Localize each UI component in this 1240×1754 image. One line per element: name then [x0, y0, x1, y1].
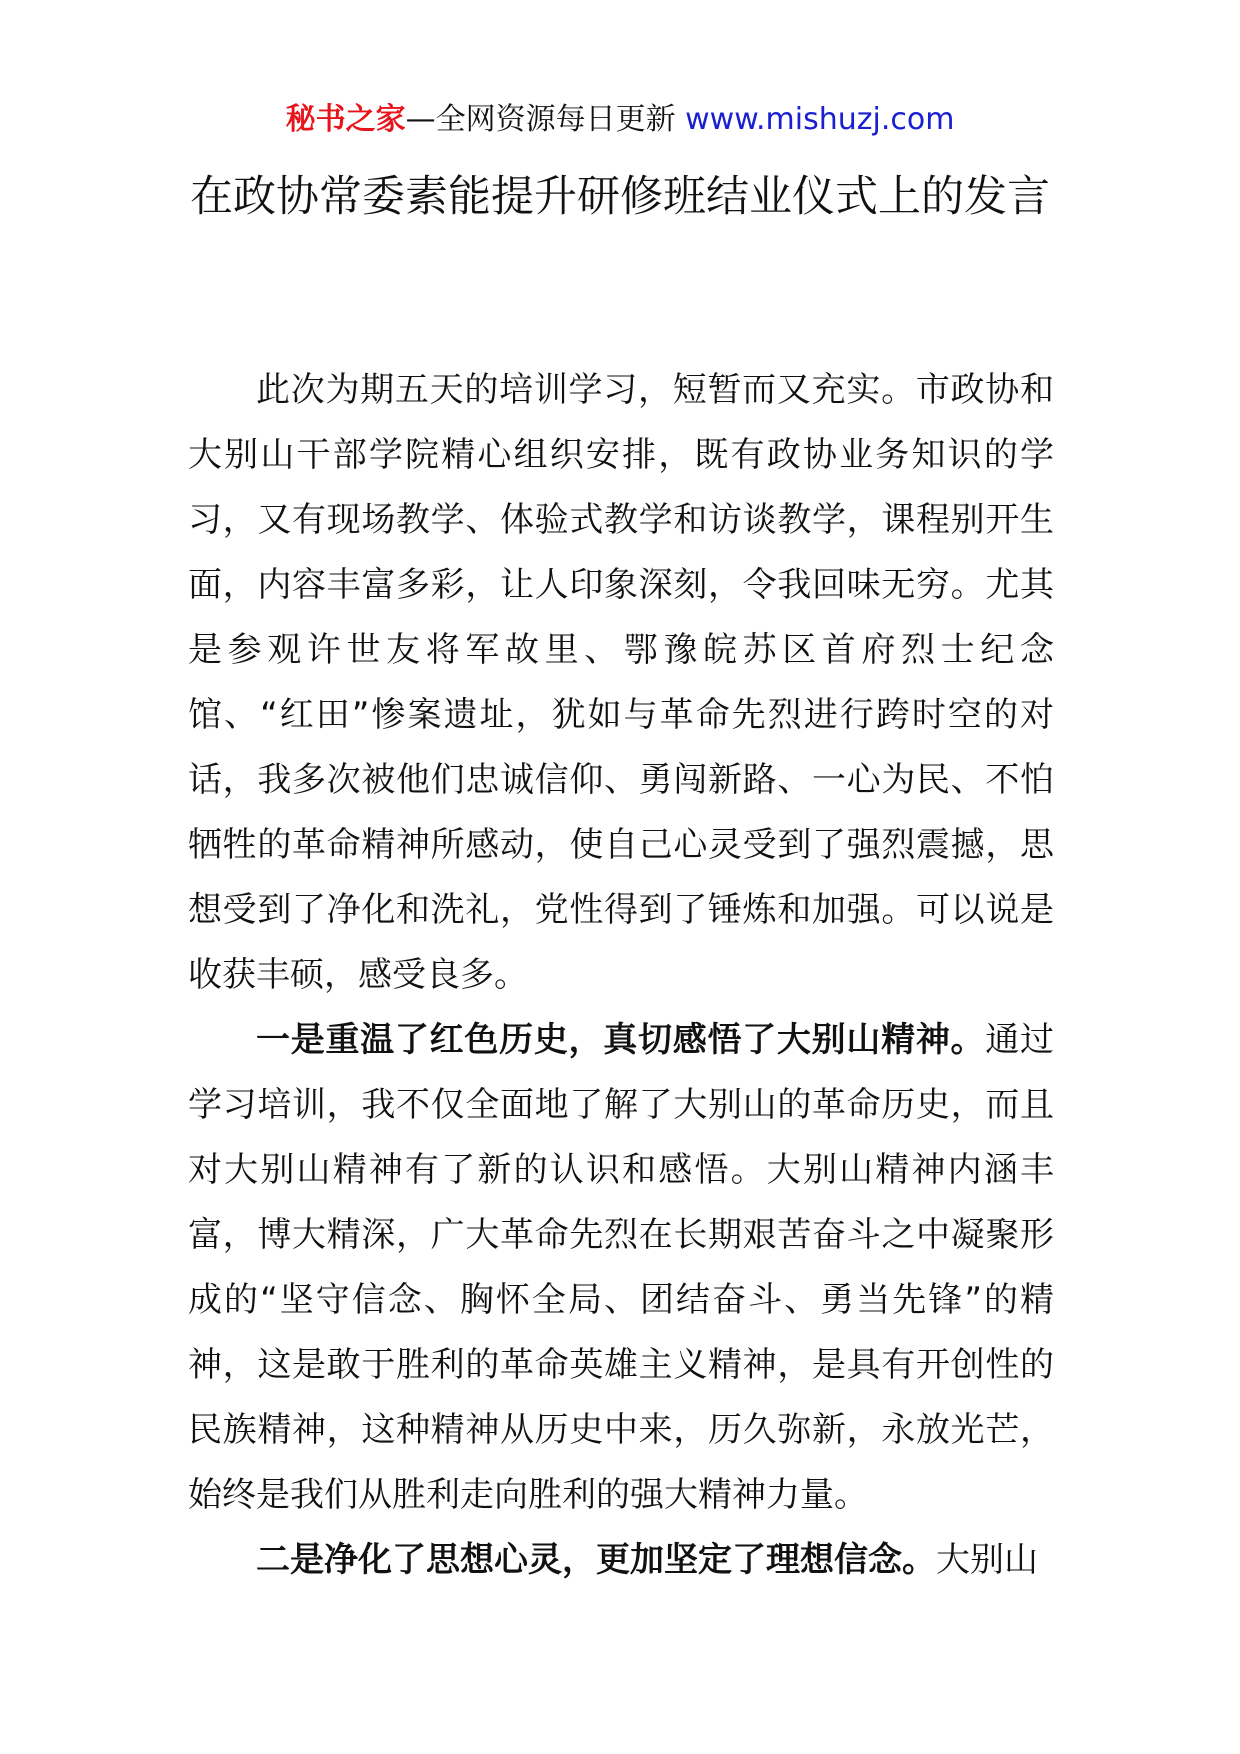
- site-banner: [0, 100, 1240, 140]
- paragraph-intro: [188, 358, 1054, 1008]
- document-body: [188, 358, 1054, 1593]
- paragraph-text: 此次为期五天的培训学习，短暂而又充实。市政协和大别山干部学院精心组织安排，既有政协业务知识的学习，又有现场教学、体验式教学和访谈教学，课程别开生面，内容丰富多彩，让人印象深刻，令我回味无穷。尤其是参观许世友将军故里、鄂豫皖苏区首府烈士纪念馆、“红田”惨案遗址，犹如与革命先烈进行跨时空的对话，我多次被他们忠诚信仰、勇闯新路、一心为民、不怕牺牲的革命精神所感动，使自己心灵受到了强烈震撼，思想受到了净化和洗礼，党性得到了锤炼和加强。可以说是收获丰硕，感受良多。: [188, 370, 1054, 995]
- paragraph-text: 大别山: [936, 1540, 1038, 1580]
- paragraph-point-one: [188, 1008, 1054, 1528]
- site-url-link[interactable]: www.mishuzj.com: [685, 102, 955, 137]
- paragraph-lead: 一是重温了红色历史，真切感悟了大别山精神。: [256, 1020, 986, 1060]
- document-title: 在政协常委素能提升研修班结业仪式上的发言: [190, 172, 1050, 222]
- banner-tagline: —全网资源每日更新: [405, 102, 676, 137]
- paragraph-point-two: [188, 1528, 1054, 1593]
- paragraph-text: 通过学习培训，我不仅全面地了解了大别山的革命历史，而且对大别山精神有了新的认识和感悟。大别山精神内涵丰富，博大精深，广大革命先烈在长期艰苦奋斗之中凝聚形成的“坚守信念、胸怀全局、团结奋斗、勇当先锋”的精神，这是敢于胜利的革命英雄主义精神，是具有开创性的民族精神，这种精神从历史中来，历久弥新，永放光芒，始终是我们从胜利走向胜利的强大精神力量。: [188, 1020, 1055, 1515]
- paragraph-lead: 二是净化了思想心灵，更加坚定了理想信念。: [256, 1540, 936, 1580]
- brand-name: 秘书之家: [285, 102, 406, 137]
